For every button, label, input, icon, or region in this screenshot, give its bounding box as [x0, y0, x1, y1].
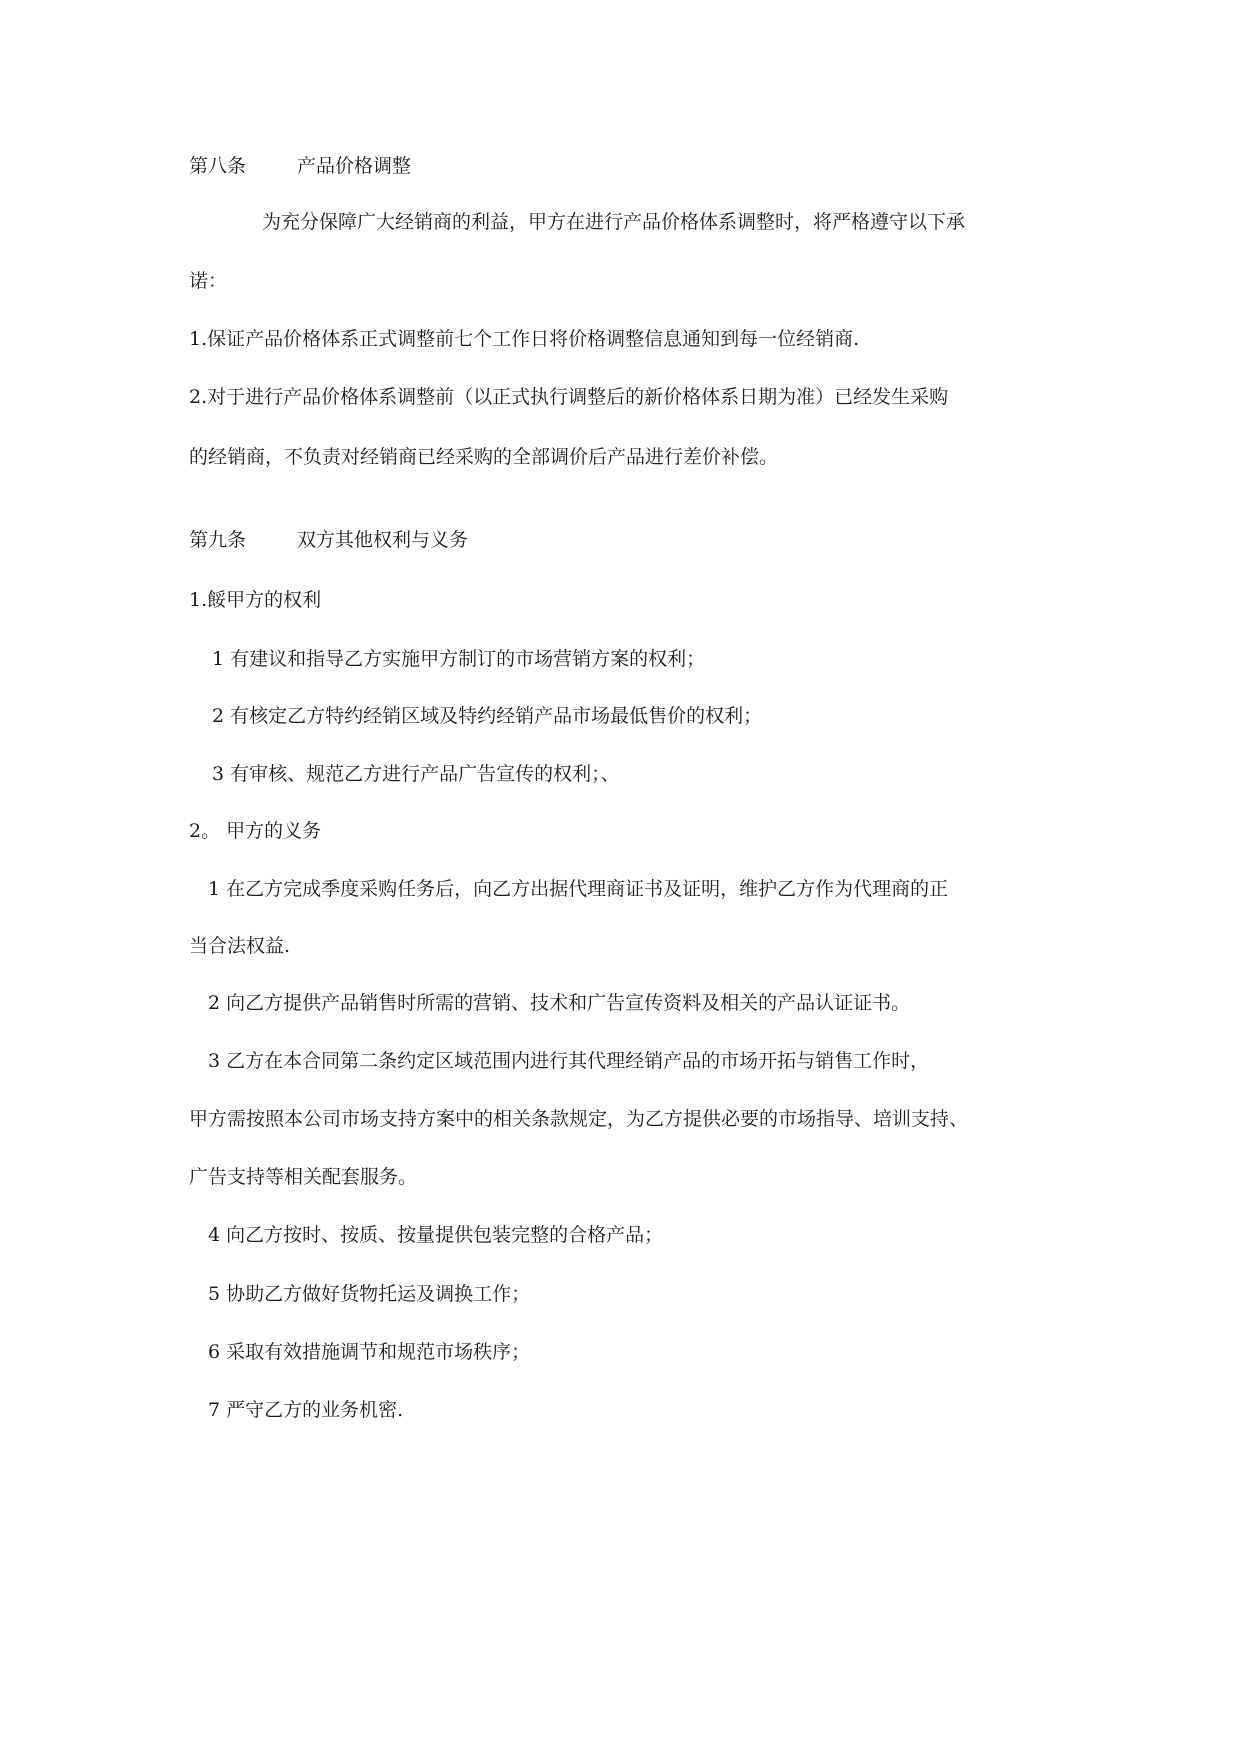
- duty-item-2: 2 向乙方提供产品销售时所需的营销、技术和广告宣传资料及相关的产品认证证书。: [208, 992, 911, 1014]
- duty-item-1-line-2: 当合法权益.: [189, 935, 291, 957]
- article-8-heading: [189, 153, 411, 179]
- duty-item-3-line-1: 3 乙方在本合同第二条约定区域范围内进行其代理经销产品的市场开拓与销售工作时，: [208, 1050, 930, 1072]
- duty-item-1-line-1: 1 在乙方完成季度采购任务后，向乙方出据代理商证书及证明，维护乙方作为代理商的正: [208, 878, 949, 900]
- article-8-intro-line-1: 为充分保障广大经销商的利益，甲方在进行产品价格体系调整时，将严格遵守以下承: [262, 211, 966, 233]
- article-9-number: 第九条: [189, 529, 247, 551]
- article-8-title: 产品价格调整: [297, 155, 412, 177]
- article-8-number: 第八条: [189, 155, 247, 177]
- duty-item-3-line-3: 广告支持等相关配套服务。: [189, 1166, 418, 1188]
- right-item-1: 1 有建议和指导乙方实施甲方制订的市场营销方案的权利；: [212, 648, 706, 670]
- right-item-2: 2 有核定乙方特约经销区域及特约经销产品市场最低售价的权利；: [212, 705, 763, 727]
- duty-item-5: 5 协助乙方做好货物托运及调换工作；: [208, 1283, 531, 1305]
- duty-item-7: 7 严守乙方的业务机密.: [208, 1399, 404, 1421]
- article-8-item-1: 1.保证产品价格体系正式调整前七个工作日将价格调整信息通知到每一位经销商.: [189, 328, 860, 350]
- duties-heading: 2。 甲方的义务: [189, 820, 322, 842]
- article-9-heading: [189, 527, 468, 553]
- duty-item-6: 6 采取有效措施调节和规范市场秩序；: [208, 1341, 531, 1363]
- rights-heading: 1.餒甲方的权利: [189, 589, 322, 611]
- duty-item-3-line-2: 甲方需按照本公司市场支持方案中的相关条款规定，为乙方提供必要的市场指导、培训支持、: [189, 1108, 969, 1130]
- article-8-item-2-line-1: 2.对于进行产品价格体系调整前（以正式执行调整后的新价格体系日期为准）已经发生采购: [189, 386, 949, 408]
- article-8-item-2-line-2: 的经销商，不负责对经销商已经采购的全部调价后产品进行差价补偿。: [189, 446, 779, 468]
- article-8-intro-line-2: 诺：: [189, 270, 228, 292]
- article-9-title: 双方其他权利与义务: [297, 529, 469, 551]
- right-item-3: 3 有审核、规范乙方进行产品广告宣传的权利；、: [212, 763, 620, 785]
- duty-item-4: 4 向乙方按时、按质、按量提供包装完整的合格产品；: [208, 1224, 664, 1246]
